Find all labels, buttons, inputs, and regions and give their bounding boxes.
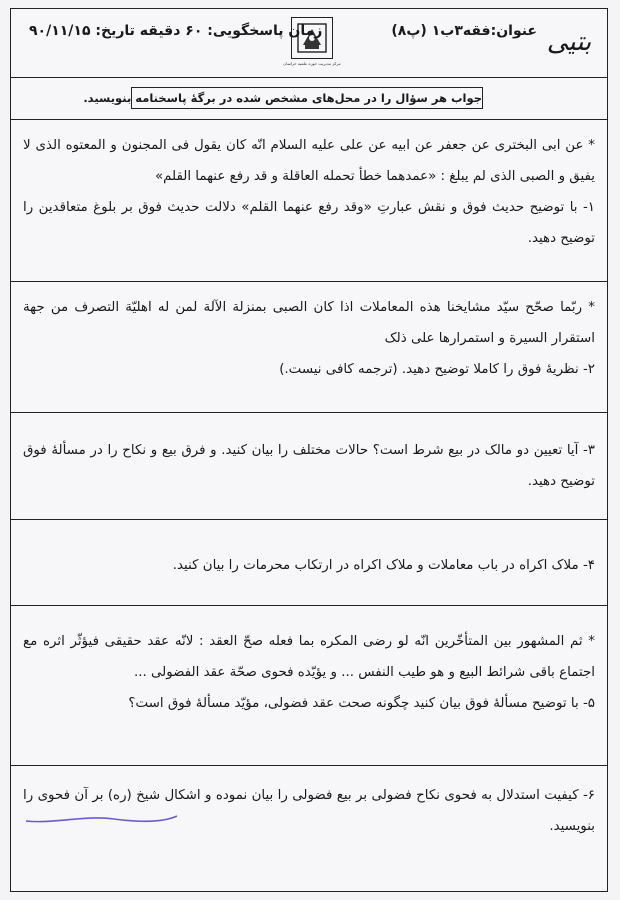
emblem-caption: مرکز مدیریت حوزه علمیه خراسان	[283, 61, 341, 66]
question-block-6	[11, 765, 607, 891]
question-5-text: ۵- با توضیح مسألهٔ فوق بیان کنید چگونه صحت عقد فضولی، مؤیّد مسألهٔ فوق است؟	[128, 696, 595, 711]
question-2-quote: * ربّما صحّح سیّد مشایخنا هذه المعاملات اذا کان الصبی بمنزلة الآلة لمن له اهلیّة التصرف من جهة استقرار السیرة و استمرارها علی ذلک	[23, 300, 595, 346]
question-1-quote: * عن ابی البختری عن جعفر عن ابیه عن علی علیه السلام انّه کان یقول فی المجنون و المعتوه الذی لا یفیق و الصبی الذی لم یبلغ : «عمدهما خطأ تحمله العاقلة و قد رفع عنهما القلم»	[23, 138, 595, 184]
pen-underline-mark	[24, 812, 179, 826]
question-block-4	[11, 519, 607, 601]
question-block-2	[11, 281, 607, 407]
question-2-text: ۲- نظریهٔ فوق را کاملا توضیح دهید. (ترجمه کافی نیست.)	[279, 362, 595, 377]
exam-title: عنوان:فقه۳ب۱ (پ۸)	[391, 23, 537, 39]
question-1-text: ۱- با توضیح حدیث فوق و نقش عبارتِ «وقد رفع عنهما القلم» دلالت حدیث فوق بر بلوغ متعاقدین را توضیح دهید.	[23, 200, 595, 246]
question-4-text: ۴- ملاک اکراه در باب معاملات و ملاک اکراه در ارتکاب محرمات را بیان کنید.	[172, 558, 595, 573]
question-block-3	[11, 412, 607, 510]
brand-logo: بتیی	[546, 27, 592, 57]
question-6-text: ۶- کیفیت استدلال به فحوی نکاح فضولی بر بیع فضولی را بیان نموده و اشکال شیخ (ره) بر آن فحوی را بنویسید.	[23, 788, 595, 834]
time-and-date: زمان پاسخگویی: ۶۰ دقیقه تاریخ: ۹۰/۱۱/۱۵	[29, 23, 323, 39]
question-3-text: ۳- آیا تعیین دو مالک در بیع شرط است؟ حالات مختلف را بیان کنید. و فرق بیع و نکاح را در مسألهٔ فوق توضیح دهید.	[23, 443, 595, 489]
exam-sheet	[10, 8, 608, 892]
answer-instructions: جواب هر سؤال را در محل‌های مشخص شده در برگهٔ پاسخنامه بنویسید.	[131, 87, 483, 109]
question-block-5	[11, 605, 607, 755]
question-block-1	[11, 119, 607, 279]
question-5-quote: * ثم المشهور بین المتأخّرین انّه لو رضی المکره بما فعله صحّ العقد : لانّه عقد حقیقی فیؤثّر اثره مع اجتماع باقی شرائط البیع و هو طیب النفس ... و یؤیّده فحوی صحّة عقد الفضولی ...	[23, 634, 595, 680]
exam-header	[11, 9, 607, 78]
